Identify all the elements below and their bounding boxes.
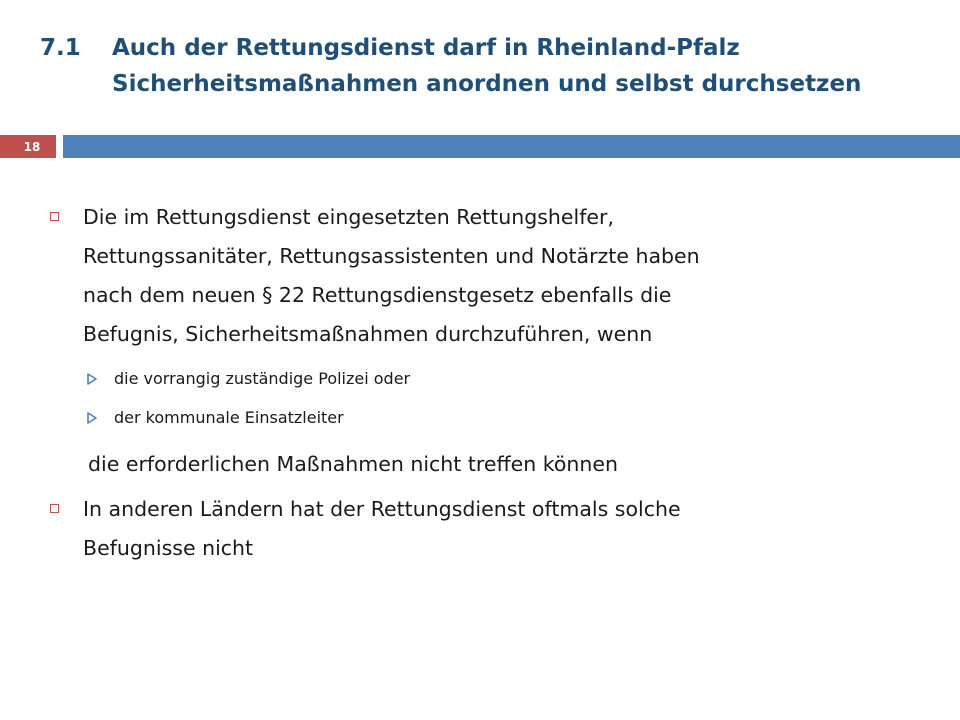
bullet-2-line-2: Befugnisse nicht xyxy=(83,536,254,560)
title-line-1: Auch der Rettungsdienst darf in Rheinland-Pfalz xyxy=(112,35,740,61)
subitem-2: der kommunale Einsatzleiter xyxy=(114,408,344,427)
slide-number: 18 xyxy=(23,139,41,154)
section-number: 7.1 xyxy=(40,35,81,61)
square-bullet-icon xyxy=(46,500,62,516)
subitem-1: die vorrangig zuständige Polizei oder xyxy=(114,369,411,388)
arrowhead-bullet-icon xyxy=(86,411,98,425)
square-bullet-icon xyxy=(46,208,62,224)
arrowhead-bullet-icon xyxy=(86,372,98,386)
bullet-1-continuation: die erforderlichen Maßnahmen nicht treffen können xyxy=(88,452,618,476)
title-line-2: Sicherheitsmaßnahmen anordnen und selbst durchsetzen xyxy=(112,71,862,97)
bullet-1-line-1: Die im Rettungsdienst eingesetzten Rettungshelfer, xyxy=(83,205,614,229)
bullet-1-line-3: nach dem neuen § 22 Rettungsdienstgesetz ebenfalls die xyxy=(83,283,672,307)
bullet-1-line-4: Befugnis, Sicherheitsmaßnahmen durchzuführen, wenn xyxy=(83,322,653,346)
bullet-1-line-2: Rettungssanitäter, Rettungsassistenten und Notärzte haben xyxy=(83,244,700,268)
bullet-2-line-1: In anderen Ländern hat der Rettungsdienst oftmals solche xyxy=(83,497,681,521)
